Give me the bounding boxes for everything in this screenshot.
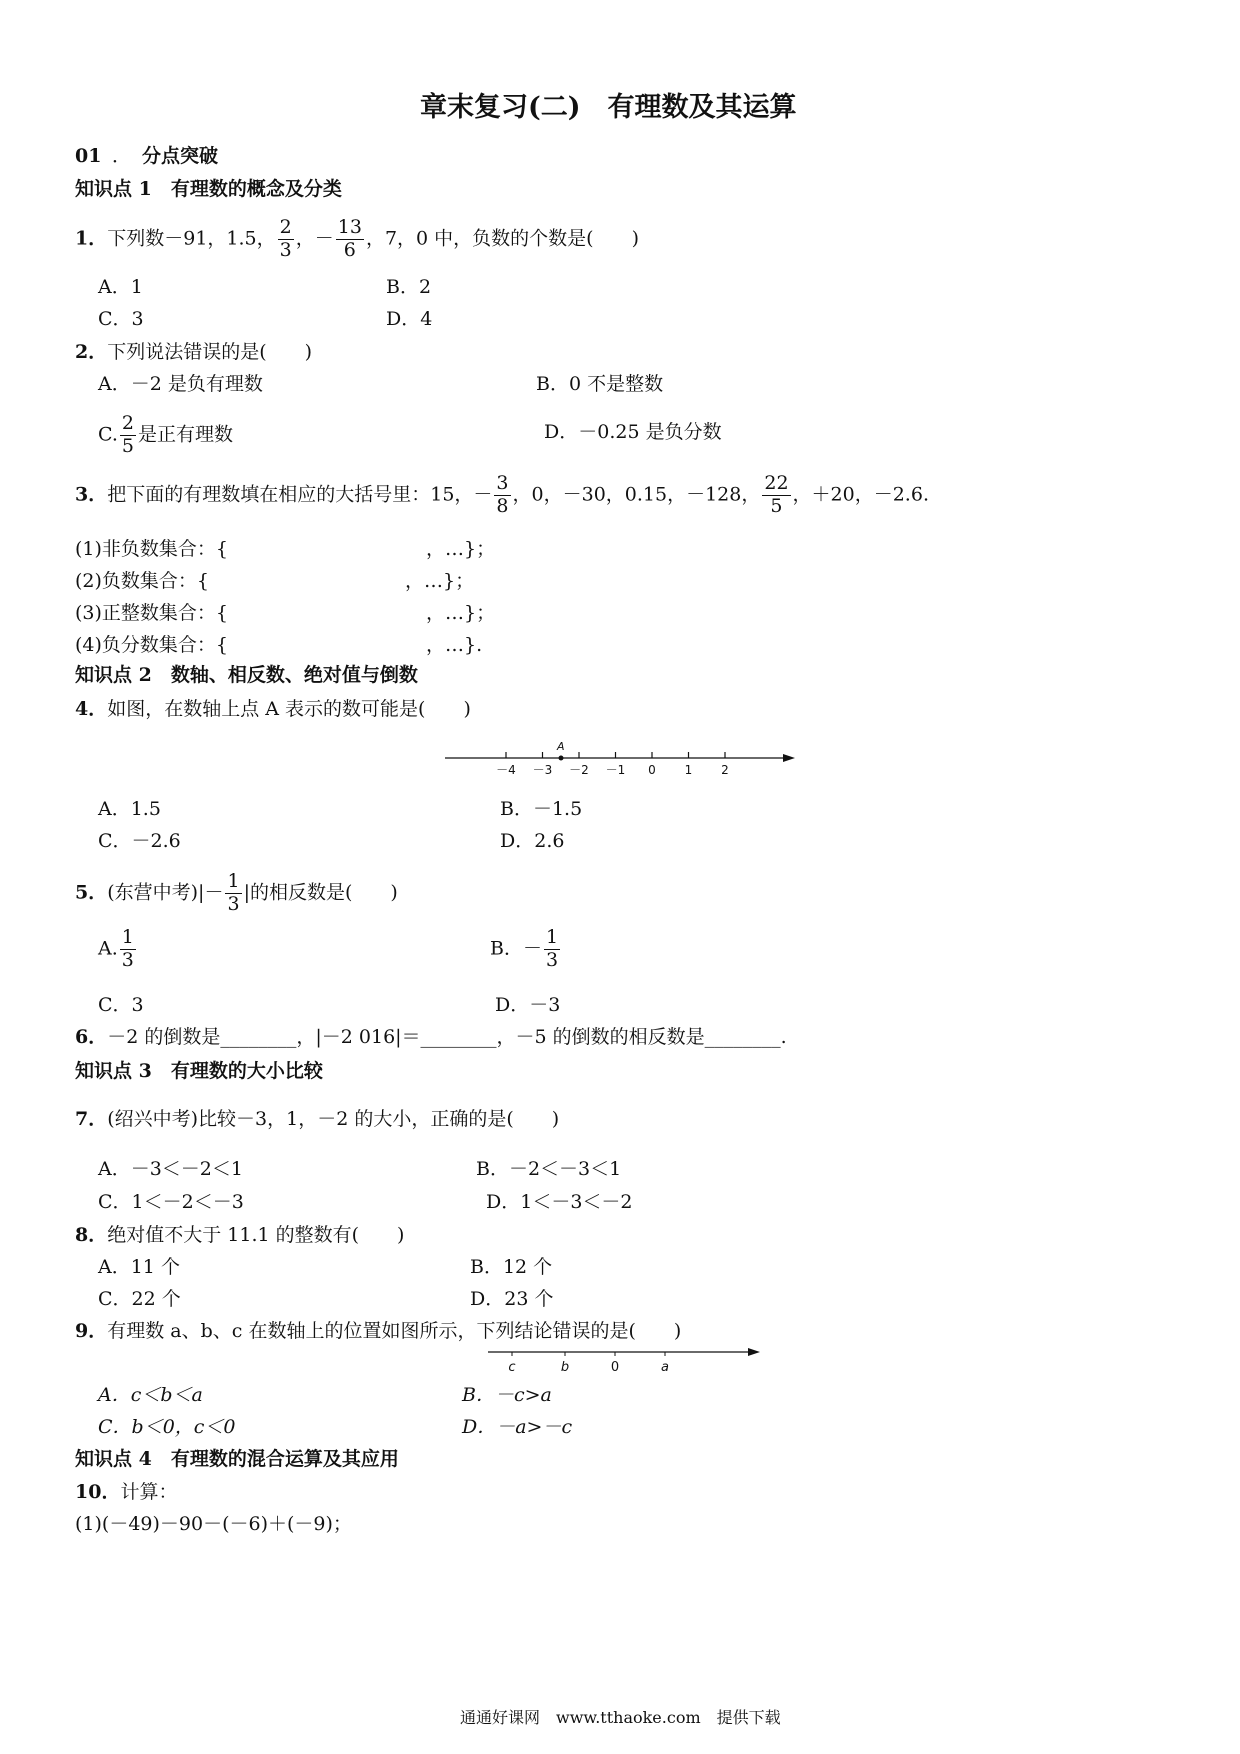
question-number: 4． bbox=[75, 698, 108, 720]
axis-point-label: c bbox=[508, 1360, 516, 1375]
denominator: 3 bbox=[227, 892, 240, 915]
numerator: 22 bbox=[764, 472, 789, 494]
fraction bbox=[494, 474, 510, 517]
question-number: 2． bbox=[75, 341, 108, 363]
set-negative-label: (2)负数集合：{ bbox=[75, 570, 210, 592]
option-letter: C. bbox=[98, 423, 118, 446]
numerator: 1 bbox=[121, 926, 134, 948]
knowledge-point-3-heading: 知识点 3 有理数的大小比较 bbox=[75, 1060, 323, 1082]
option-a: A．1.5 bbox=[98, 798, 161, 820]
option-d: D．4 bbox=[386, 308, 433, 330]
option-a: A．－2 是负有理数 bbox=[98, 373, 263, 395]
fraction bbox=[225, 872, 241, 915]
section-dot: ． bbox=[112, 145, 132, 167]
fraction bbox=[336, 218, 364, 261]
question-text: 下列数－91，1.5， bbox=[107, 227, 276, 250]
fraction bbox=[278, 218, 294, 261]
question-4 bbox=[75, 700, 471, 719]
axis-tick-label: －1 bbox=[605, 763, 626, 777]
fraction bbox=[762, 474, 790, 517]
set-nonnegative-label: (1)非负数集合：{ bbox=[75, 538, 229, 560]
option-c: C．3 bbox=[98, 994, 144, 1016]
option-d: D．－0.25 是负分数 bbox=[544, 421, 722, 443]
question-text: ，0，－30，0.15，－128， bbox=[512, 483, 761, 506]
option-c bbox=[98, 1418, 236, 1437]
numerator: 13 bbox=[337, 216, 362, 238]
option-c: C．3 bbox=[98, 308, 144, 330]
question-9 bbox=[75, 1322, 681, 1341]
option-b: B．12 个 bbox=[470, 1256, 553, 1278]
option-a: A．－3＜－2＜1 bbox=[98, 1158, 243, 1180]
denominator: 3 bbox=[279, 238, 292, 261]
section-number: 01 bbox=[75, 145, 102, 167]
option-a bbox=[98, 928, 138, 971]
axis-tick-label: 1 bbox=[684, 763, 693, 777]
question-text: 如图，在数轴上点 A 表示的数可能是( ) bbox=[107, 698, 471, 720]
question-number: 9． bbox=[75, 1320, 108, 1342]
set-negative-end: ，…}； bbox=[405, 570, 475, 592]
axis-labels bbox=[508, 1352, 669, 1375]
question-number: 8． bbox=[75, 1224, 108, 1246]
question-number: 3． bbox=[75, 483, 108, 506]
axis-point-label: b bbox=[560, 1360, 570, 1375]
option-d bbox=[462, 1418, 572, 1437]
question-number: 7． bbox=[75, 1108, 108, 1130]
point-a-label: A bbox=[557, 740, 565, 753]
page-title: 章末复习(二) 有理数及其运算 bbox=[420, 92, 797, 123]
option-d: D．－3 bbox=[495, 994, 561, 1016]
fraction bbox=[544, 928, 560, 971]
option-text: C．b＜0，c＜0 bbox=[98, 1416, 236, 1438]
question-text: 绝对值不大于 11.1 的整数有( ) bbox=[107, 1224, 405, 1246]
option-b: B．－2＜－3＜1 bbox=[476, 1158, 622, 1180]
denominator: 3 bbox=[121, 948, 134, 971]
set-nonnegative-end: ，…}； bbox=[426, 538, 496, 560]
question-text: －2 的倒数是________，|－2 016|＝________，－5 的倒数的相反数是________. bbox=[107, 1026, 787, 1048]
question-10-part-1: (1)(－49)－90－(－6)＋(－9)； bbox=[75, 1513, 352, 1535]
question-text: 把下面的有理数填在相应的大括号里：15，－ bbox=[107, 483, 493, 506]
denominator: 8 bbox=[496, 494, 509, 517]
option-c bbox=[98, 414, 233, 457]
option-text: D．－a>－c bbox=[462, 1416, 573, 1438]
question-number: 6． bbox=[75, 1026, 108, 1048]
option-c: C．－2.6 bbox=[98, 830, 181, 852]
question-text: 有理数 a、b、c 在数轴上的位置如图所示，下列结论错误的是( ) bbox=[107, 1320, 682, 1342]
denominator: 5 bbox=[121, 434, 134, 457]
denominator: 6 bbox=[343, 238, 356, 261]
denominator: 5 bbox=[770, 494, 783, 517]
page-footer: 通通好课网 www.tthaoke.com 提供下载 bbox=[460, 1708, 781, 1727]
option-b: B．0 不是整数 bbox=[536, 373, 664, 395]
knowledge-point-4-heading: 知识点 4 有理数的混合运算及其应用 bbox=[75, 1448, 399, 1470]
question-text: 计算： bbox=[120, 1481, 178, 1503]
knowledge-point-2-heading: 知识点 2 数轴、相反数、绝对值与倒数 bbox=[75, 664, 418, 686]
question-text: 下列说法错误的是( ) bbox=[107, 341, 313, 363]
set-positive-integer-label: (3)正整数集合：{ bbox=[75, 602, 229, 624]
option-text: A．c＜b＜a bbox=[98, 1384, 203, 1406]
option-c: C．1＜－2＜－3 bbox=[98, 1191, 244, 1213]
question-1 bbox=[75, 218, 639, 261]
numerator: 1 bbox=[227, 870, 240, 892]
option-text: B．－c>a bbox=[462, 1384, 552, 1406]
set-negative-fraction-label: (4)负分数集合：{ bbox=[75, 634, 229, 656]
option-text: 是正有理数 bbox=[138, 423, 234, 446]
question-text: |的相反数是( ) bbox=[243, 881, 398, 904]
question-2 bbox=[75, 343, 312, 362]
set-positive-integer-end: ，…}； bbox=[426, 602, 496, 624]
axis-tick-label: －4 bbox=[496, 763, 516, 777]
option-d: D．23 个 bbox=[470, 1288, 554, 1310]
knowledge-point-1-heading: 知识点 1 有理数的概念及分类 bbox=[75, 178, 342, 200]
question-5 bbox=[75, 872, 398, 915]
option-b: B．－1.5 bbox=[500, 798, 583, 820]
axis-point-label: 0 bbox=[610, 1360, 620, 1375]
option-a: A．11 个 bbox=[98, 1256, 180, 1278]
point-a-marker bbox=[559, 756, 564, 761]
axis-tick-label: 2 bbox=[721, 763, 729, 777]
question-text: ，－ bbox=[295, 227, 334, 250]
question-text: ，＋20，－2.6. bbox=[792, 483, 929, 506]
denominator: 3 bbox=[545, 948, 559, 971]
axis-point-label: a bbox=[661, 1360, 669, 1375]
fraction bbox=[120, 928, 136, 971]
question-3 bbox=[75, 474, 929, 517]
question-number: 1． bbox=[75, 227, 108, 250]
set-negative-fraction-end: ，…}. bbox=[426, 634, 483, 656]
number-line-figure-q9 bbox=[485, 1342, 765, 1376]
section-label: 分点突破 bbox=[142, 145, 219, 167]
option-b bbox=[462, 1386, 552, 1405]
axis-ticks bbox=[496, 752, 729, 777]
option-b bbox=[490, 928, 562, 971]
question-6 bbox=[75, 1028, 787, 1047]
axis-arrow bbox=[748, 1348, 760, 1356]
numerator: 2 bbox=[121, 412, 134, 434]
question-number: 10． bbox=[75, 1481, 121, 1503]
option-letter: B．－ bbox=[490, 937, 542, 960]
number-line-figure-q4 bbox=[440, 738, 800, 778]
question-10 bbox=[75, 1483, 177, 1502]
axis-arrow bbox=[783, 754, 795, 762]
numerator: 1 bbox=[545, 926, 559, 948]
option-b: B．2 bbox=[386, 276, 432, 298]
axis-tick-label: －3 bbox=[532, 763, 553, 777]
axis-tick-label: －2 bbox=[569, 763, 589, 777]
option-a: A．1 bbox=[98, 276, 143, 298]
option-d: D．1＜－3＜－2 bbox=[486, 1191, 633, 1213]
numerator: 2 bbox=[279, 216, 292, 238]
question-text: (东营中考)|－ bbox=[107, 881, 224, 904]
option-d: D．2.6 bbox=[500, 830, 565, 852]
axis-tick-label: 0 bbox=[648, 763, 656, 777]
option-c: C．22 个 bbox=[98, 1288, 181, 1310]
fraction bbox=[120, 414, 136, 457]
question-number: 5． bbox=[75, 881, 108, 904]
option-letter: A. bbox=[98, 937, 118, 960]
option-a bbox=[98, 1386, 203, 1405]
numerator: 3 bbox=[496, 472, 509, 494]
question-7 bbox=[75, 1110, 559, 1129]
question-8 bbox=[75, 1226, 404, 1245]
question-text: ，7，0 中，负数的个数是( ) bbox=[365, 227, 639, 250]
question-text: (绍兴中考)比较－3，1，－2 的大小，正确的是( ) bbox=[107, 1108, 560, 1130]
